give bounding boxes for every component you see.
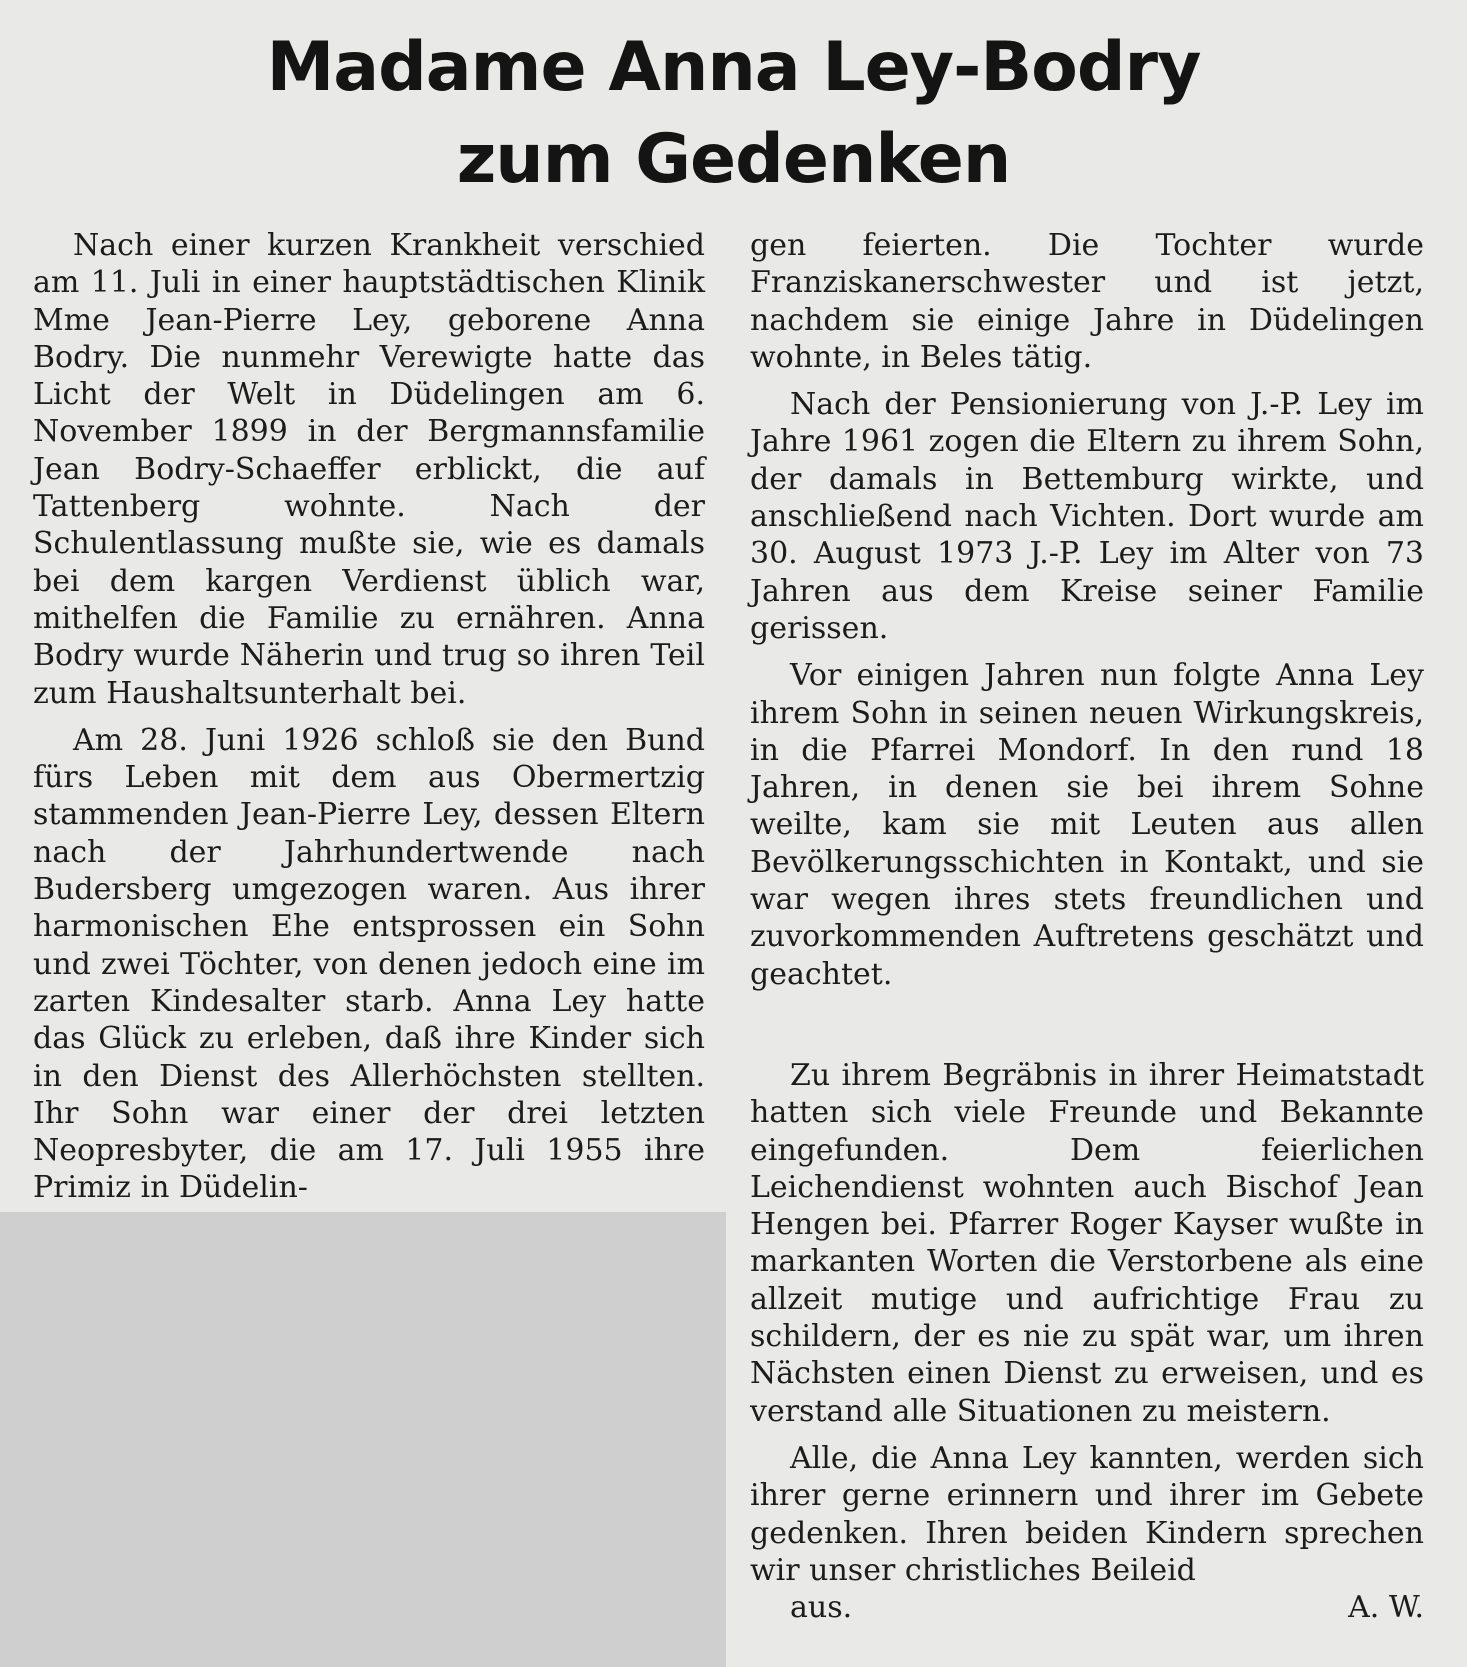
headline-line-2: zum Gedenken: [456, 120, 1011, 199]
paragraph-illness: Nach einer kurzen Krankheit verschied am 11. Juli in einer hauptstädtischen Klinik Mme Jean-Pierre Ley, geborene Anna Bodry. Die nunmehr Verewigte hatte das Licht der Welt in Düdelingen am 6. November 1899 in der Bergmannsfamilie Jean Bodry-Schaeffer erblickt, die auf Tattenberg wohnte. Nach der Schulentlassung mußte sie, wie es damals bei dem kargen Verdienst üblich war, mithelfen die Familie zu ernähren. Anna Bodry wurde Näherin und trug so ihren Teil zum Haushaltsunterhalt bei.: [33, 228, 705, 711]
paragraph-marriage-continued: gen feierten. Die Tochter wurde Franziskanerschwester und ist jetzt, nachdem sie einige Jahre in Düdelingen wohnte, in Beles tätig.: [750, 228, 1424, 375]
closing-word: aus.: [790, 1590, 853, 1626]
paragraph-retirement: Nach der Pensionierung von J.-P. Ley im Jahre 1961 zogen die Eltern zu ihrem Sohn, der damals in Bettemburg wirkte, und anschließend nach Vichten. Dort wurde am 30. August 1973 J.-P. Ley im Alter von 73 Jahren aus dem Kreise seiner Familie gerissen.: [750, 387, 1424, 646]
paragraph-funeral: Zu ihrem Begräbnis in ihrer Heimatstadt hatten sich viele Freunde und Bekannte eingefunden. Dem feierlichen Leichendienst wohnten auch Bischof Jean Hengen bei. Pfarrer Roger Kayser wußte in markanten Worten die Verstorbene als eine allzeit mutige und aufrichtige Frau zu schildern, der es nie zu spät war, um ihren Nächsten einen Dienst zu erweisen, und es verstand alle Situationen zu meistern.: [750, 1057, 1424, 1429]
author-signature: A. W.: [1348, 1590, 1424, 1626]
paragraph-mondorf: Vor einigen Jahren nun folgte Anna Ley ihrem Sohn in seinen neuen Wirkungskreis, in die Pfarrei Mondorf. In den rund 18 Jahren, in denen sie bei ihrem Sohne weilte, kam sie mit Leuten aus allen Bevölkerungsschichten in Kontakt, und sie war wegen ihres stets freundlichen und zuvorkommenden Auftretens geschätzt und geachtet.: [750, 658, 1424, 992]
closing-line: [750, 1589, 1424, 1626]
headline-line-1: Madame Anna Ley-Bodry: [266, 28, 1201, 107]
article-right-column: [750, 227, 1424, 1626]
paragraph-condolence: Alle, die Anna Ley kannten, werden sich ihrer gerne erinnern und ihrer im Gebete gedenken. Ihren beiden Kindern sprechen wir unser christliches Beileid: [750, 1440, 1424, 1588]
headline: [0, 22, 1467, 206]
paragraph-marriage: Am 28. Juni 1926 schloß sie den Bund fürs Leben mit dem aus Obermertzig stammenden Jean-Pierre Ley, dessen Eltern nach der Jahrhundertwende nach Budersberg umgezogen waren. Aus ihrer harmonischen Ehe entsprossen ein Sohn und zwei Töchter, von denen jedoch eine im zarten Kindesalter starb. Anna Ley hatte das Glück zu erleben, daß ihre Kinder sich in den Dienst des Allerhöchsten stellten. Ihr Sohn war einer der drei letzten Neopresbyter, die am 17. Juli 1955 ihre Primiz in Düdelin-: [33, 722, 705, 1206]
article-left-column: [33, 227, 705, 1207]
